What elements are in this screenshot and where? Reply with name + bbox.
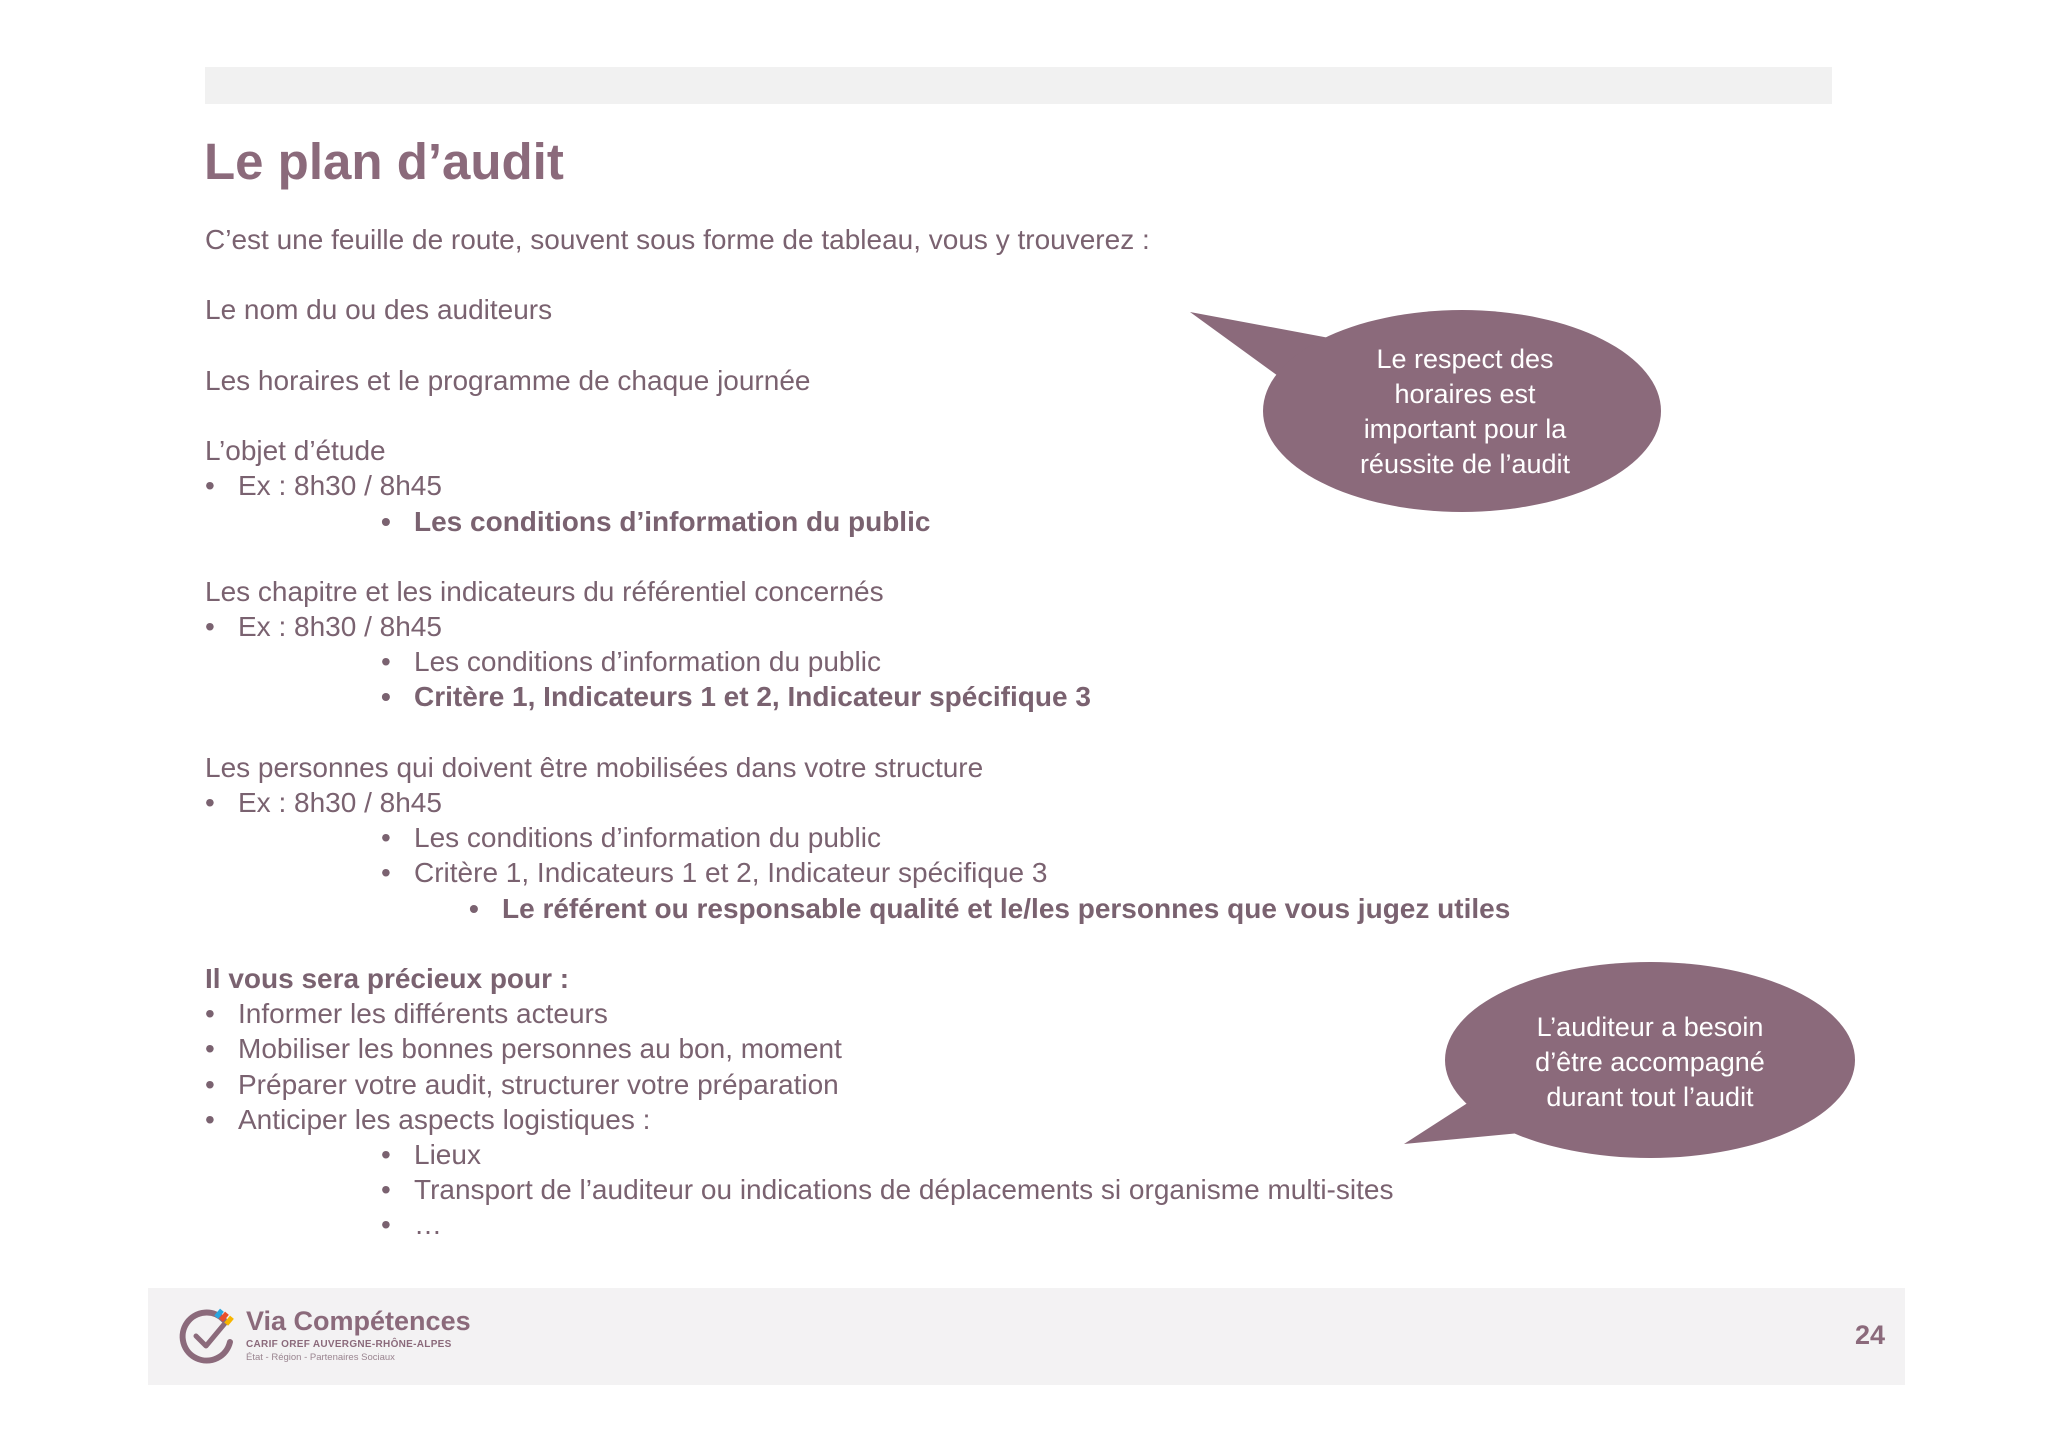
bullet-icon: • — [205, 998, 215, 1030]
personnes-heading: Les personnes qui doivent être mobilisées dans votre structure — [205, 751, 984, 783]
list-item: • Informer les différents acteurs — [205, 996, 1805, 1031]
logo-name: Via Compétences — [246, 1306, 471, 1336]
objet-heading: L’objet d’étude — [205, 435, 386, 467]
page-number: 24 — [1854, 1320, 1885, 1350]
list-item: • Lieux — [205, 1137, 1805, 1172]
bullet-icon: • — [381, 822, 391, 854]
logo-tagline: État - Région - Partenaires Sociaux — [246, 1352, 395, 1363]
bullet-icon: • — [381, 1138, 391, 1170]
list-item: • Les conditions d’information du public — [205, 820, 1805, 855]
list-item: • Ex : 8h30 / 8h45 — [205, 609, 1805, 644]
bullet-icon: • — [381, 857, 391, 889]
via-competences-logo-icon — [178, 1306, 238, 1366]
list-item: • Préparer votre audit, structurer votre préparation — [205, 1067, 1805, 1102]
list-item: • Ex : 8h30 / 8h45 — [205, 785, 1805, 820]
bubble-2-text: L’auditeur a besoin d’être accompagné durant tout l’audit — [1535, 1012, 1765, 1112]
list-item: • Les conditions d’information du public — [205, 504, 1805, 539]
bullet-icon: • — [381, 1174, 391, 1206]
chapitre-heading: Les chapitre et les indicateurs du référentiel concernés — [205, 575, 884, 607]
intro-text: C’est une feuille de route, souvent sous forme de tableau, vous y trouverez : — [205, 224, 1150, 255]
footer-bar — [148, 1288, 1905, 1385]
logo-subtitle: CARIF OREF AUVERGNE-RHÔNE-ALPES — [246, 1339, 452, 1350]
item-auditors: Le nom du ou des auditeurs — [205, 294, 553, 326]
bullet-icon: • — [205, 1068, 215, 1100]
bullet-icon: • — [381, 1209, 391, 1241]
list-item: • Anticiper les aspects logistiques : — [205, 1102, 1805, 1137]
list-item: • Ex : 8h30 / 8h45 — [205, 468, 1805, 503]
bullet-icon: • — [381, 646, 391, 678]
bullet-icon: • — [205, 611, 215, 643]
precieux-heading: Il vous sera précieux pour : — [205, 962, 570, 994]
bullet-icon: • — [381, 681, 391, 713]
list-item: • Le référent ou responsable qualité et le/les personnes que vous jugez utiles — [205, 891, 1805, 926]
list-item: • Critère 1, Indicateurs 1 et 2, Indicateur spécifique 3 — [205, 855, 1805, 890]
list-item: • … — [205, 1207, 1805, 1242]
bullet-icon: • — [205, 1103, 215, 1135]
slide-title: Le plan d’audit — [204, 133, 564, 190]
list-item: • Transport de l’auditeur ou indications de déplacements si organisme multi-sites — [205, 1172, 1805, 1207]
list-item: • Critère 1, Indicateurs 1 et 2, Indicateur spécifique 3 — [205, 679, 1805, 714]
bullet-icon: • — [205, 470, 215, 502]
bullet-icon: • — [381, 505, 391, 537]
bullet-icon: • — [469, 892, 479, 924]
item-schedule: Les horaires et le programme de chaque journée — [205, 364, 811, 396]
list-item: • Les conditions d’information du public — [205, 644, 1805, 679]
bubble-1-text: Le respect des horaires est important pour la réussite de l’audit — [1359, 344, 1571, 479]
list-item: • Mobiliser les bonnes personnes au bon, moment — [205, 1031, 1805, 1066]
bullet-icon: • — [205, 1033, 215, 1065]
bullet-icon: • — [205, 787, 215, 818]
